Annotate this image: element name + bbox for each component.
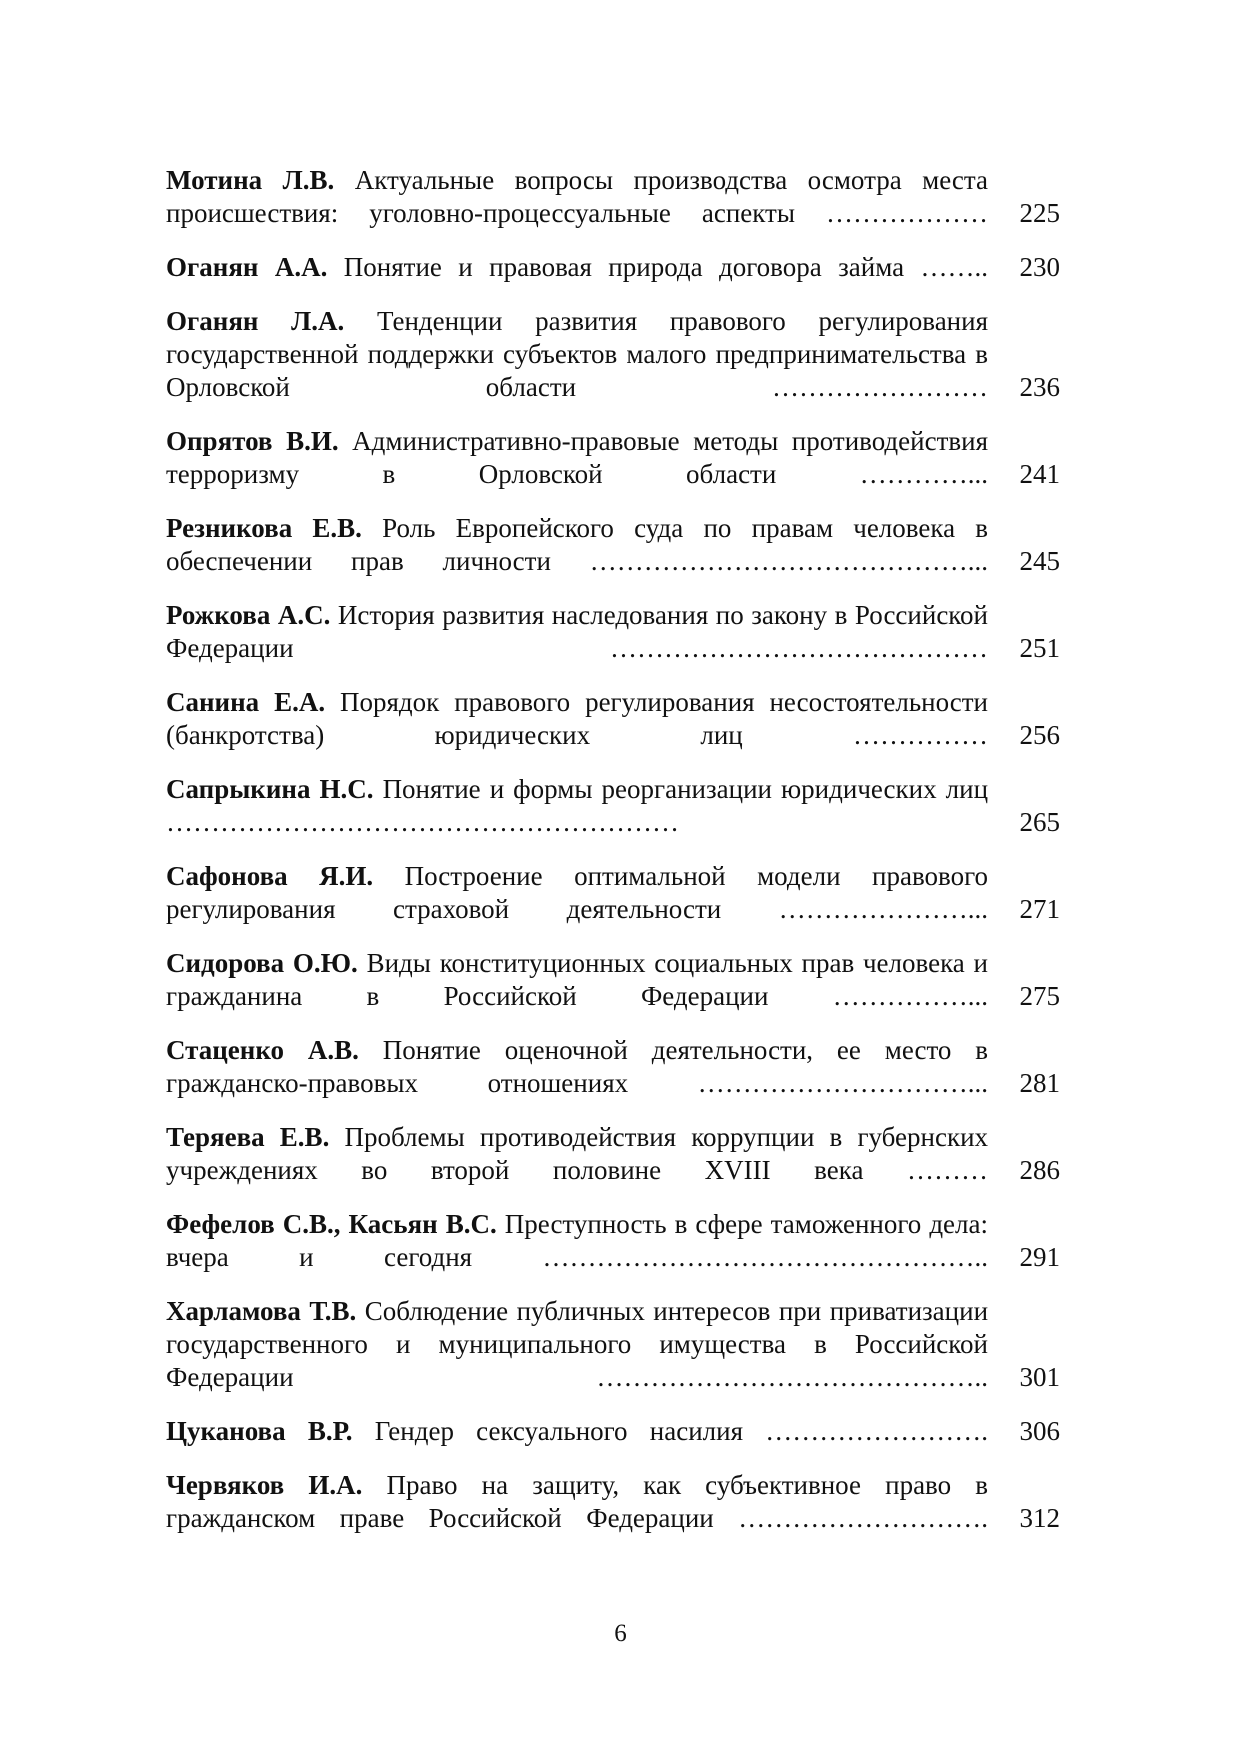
toc-entry-title: Роль Европейского суда по правам человека в обеспечении прав личности	[166, 513, 989, 576]
toc-entry-title: Понятие оценочной деятельности, ее место в гражданско-правовых отношениях	[166, 1035, 989, 1098]
toc-entry-title: Гендер сексуального насилия	[374, 1416, 744, 1446]
toc-entry	[166, 686, 1060, 752]
toc-entry-leader: …………………………………………………	[166, 807, 679, 837]
toc-entry-text	[166, 599, 988, 665]
toc-entry-leader: …………………………...	[697, 1068, 988, 1098]
toc-entry-page: 256	[1019, 720, 1060, 750]
page-number: 6	[614, 1620, 627, 1647]
table-of-contents	[166, 164, 1060, 1556]
toc-entry-text	[166, 1415, 988, 1448]
toc-entry	[166, 1295, 1060, 1394]
toc-entry-author: Теряева Е.В.	[166, 1122, 330, 1152]
toc-entry-author: Рожкова А.С.	[166, 600, 331, 630]
toc-entry-title: Понятие и формы реорганизации юридических лиц	[382, 774, 989, 804]
toc-entry	[166, 164, 1060, 230]
toc-entry-text	[166, 251, 988, 284]
toc-entry-leader: ……………	[853, 720, 989, 750]
toc-entry-author: Червяков И.А.	[166, 1470, 363, 1500]
toc-entry	[166, 860, 1060, 926]
toc-entry-text	[166, 773, 988, 839]
toc-entry-page: 281	[1019, 1068, 1060, 1098]
toc-entry-page: 225	[1019, 198, 1060, 228]
toc-entry-text	[166, 512, 988, 578]
toc-entry-title: Тенденции развития правового регулирования государственной поддержки субъектов малого предпринимательства в Орловской области	[166, 306, 988, 402]
toc-entry-author: Мотина Л.В.	[166, 165, 335, 195]
toc-entry-text	[166, 1208, 988, 1274]
toc-entry	[166, 1034, 1060, 1100]
toc-entry-leader: …………………………………………..	[542, 1242, 988, 1272]
toc-entry-title: История развития наследования по закону в Российской Федерации	[166, 600, 988, 663]
toc-entry-title: Актуальные вопросы производства осмотра места происшествия: уголовно-процессуальные аспекты	[166, 165, 989, 228]
toc-entry-author: Оганян А.А.	[166, 252, 328, 282]
toc-entry-author: Сидорова О.Ю.	[166, 948, 358, 978]
toc-entry-title: Административно-правовые методы противодействия терроризму в Орловской области	[166, 426, 989, 489]
toc-entry	[166, 599, 1060, 665]
toc-entry-leader: …………...	[859, 459, 988, 489]
toc-entry-title: Право на защиту, как субъективное право в гражданском праве Российской Федерации	[166, 1470, 988, 1533]
toc-entry-leader: …………………...	[778, 894, 989, 924]
toc-entry	[166, 1469, 1060, 1535]
toc-entry-page: 306	[1019, 1416, 1060, 1446]
toc-entry-page: 312	[1019, 1503, 1060, 1533]
toc-entry-page: 245	[1019, 546, 1060, 576]
toc-entry	[166, 512, 1060, 578]
toc-entry-title: Построение оптимальной модели правового регулирования страховой деятельности	[166, 861, 989, 924]
toc-entry	[166, 425, 1060, 491]
toc-entry-title: Соблюдение публичных интересов при приватизации государственного и муниципального имущества в Российской Федерации	[166, 1296, 989, 1392]
toc-entry-page: 230	[1019, 252, 1060, 282]
toc-entry-author: Фефелов С.В., Касьян В.С.	[166, 1209, 497, 1239]
toc-entry-leader: ………	[907, 1155, 988, 1185]
toc-entry-text	[166, 164, 988, 230]
toc-entry-author: Цуканова В.Р.	[166, 1416, 353, 1446]
toc-entry-title: Преступность в сфере таможенного дела: вчера и сегодня	[166, 1209, 989, 1272]
toc-entry-text	[166, 686, 988, 752]
toc-entry-page: 286	[1019, 1155, 1060, 1185]
toc-entry-leader: ……………………………………...	[589, 546, 989, 576]
toc-entry	[166, 1415, 1060, 1448]
toc-entry-page: 241	[1019, 459, 1060, 489]
toc-entry-author: Опрятов В.И.	[166, 426, 339, 456]
toc-entry-text	[166, 947, 988, 1013]
toc-entry-page: 251	[1019, 633, 1060, 663]
toc-entry-page: 291	[1019, 1242, 1060, 1272]
toc-entry-leader: ……………………	[772, 372, 988, 402]
toc-entry-leader: ………………	[826, 198, 989, 228]
toc-entry-text	[166, 860, 988, 926]
toc-entry	[166, 947, 1060, 1013]
toc-entry-text	[166, 305, 988, 404]
toc-entry-title: Проблемы противодействия коррупции в губернских учреждениях во второй половине XVIII века	[166, 1122, 989, 1185]
toc-entry-leader: ……………...	[832, 981, 989, 1011]
toc-entry-text	[166, 1034, 988, 1100]
toc-entry-leader: …………………….	[765, 1416, 989, 1446]
toc-entry-title: Виды конституционных социальных прав человека и гражданина в Российской Федерации	[166, 948, 989, 1011]
toc-entry-leader: ……………………………………	[610, 633, 988, 663]
toc-entry-author: Стаценко А.В.	[166, 1035, 359, 1065]
toc-entry-author: Харламова Т.В.	[166, 1296, 357, 1326]
toc-entry	[166, 773, 1060, 839]
toc-entry	[166, 1208, 1060, 1274]
toc-entry-author: Сафонова Я.И.	[166, 861, 374, 891]
toc-entry-author: Оганян Л.А.	[166, 306, 345, 336]
toc-entry-text	[166, 425, 988, 491]
toc-entry-page: 265	[1019, 807, 1060, 837]
toc-entry-author: Санина Е.А.	[166, 687, 326, 717]
toc-entry-page: 271	[1019, 894, 1060, 924]
toc-entry-leader: ……..	[920, 252, 989, 282]
toc-entry-title: Порядок правового регулирования несостоятельности (банкротства) юридических лиц	[166, 687, 988, 750]
toc-entry-page: 236	[1019, 372, 1060, 402]
toc-entry	[166, 305, 1060, 404]
toc-entry-leader: ……………………………………..	[596, 1362, 988, 1392]
toc-entry-page: 301	[1019, 1362, 1060, 1392]
toc-entry-leader: ……………………….	[738, 1503, 988, 1533]
toc-entry-text	[166, 1469, 988, 1535]
toc-entry-title: Понятие и правовая природа договора займа	[343, 252, 905, 282]
toc-entry-author: Резникова Е.В.	[166, 513, 362, 543]
toc-entry	[166, 251, 1060, 284]
toc-entry-text	[166, 1121, 988, 1187]
toc-entry-page: 275	[1019, 981, 1060, 1011]
toc-entry-text	[166, 1295, 988, 1394]
toc-entry-author: Сапрыкина Н.С.	[166, 774, 374, 804]
toc-entry	[166, 1121, 1060, 1187]
